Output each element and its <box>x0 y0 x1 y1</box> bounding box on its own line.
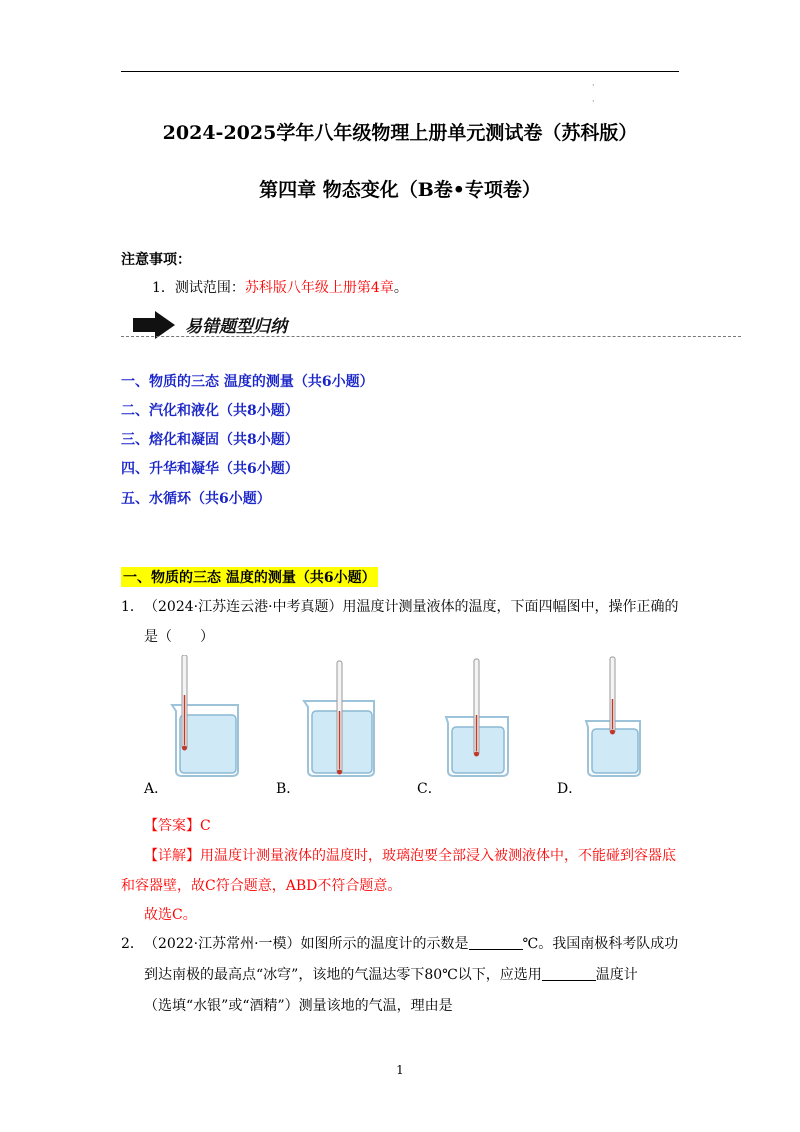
question-1-answer <box>144 815 211 835</box>
question-2-number: 2． <box>121 936 144 952</box>
question-2-line-2 <box>144 965 638 985</box>
detail-label: 【详解】 <box>144 848 200 864</box>
arrow-right-icon <box>133 311 175 339</box>
toc-item-2[interactable]: 二、汽化和液化（共8小题） <box>121 403 299 419</box>
option-d-label: D． <box>557 781 583 797</box>
beaker-figure-c <box>442 655 514 779</box>
question-2-line-1 <box>144 934 678 954</box>
question-1-line-1: （2024·江苏连云港·中考真题）用温度计测量液体的温度，下面四幅图中，操作正确的 <box>144 599 679 615</box>
detail-text-1: 用温度计测量液体的温度时，玻璃泡要全部浸入被测液体中，不能碰到容器底 <box>200 848 676 864</box>
answer-blank-1[interactable] <box>469 935 523 950</box>
question-2-line-1-a: （2022·江苏常州·一模）如图所示的温度计的示数是 <box>144 936 469 952</box>
note-item-1-scope: 苏科版八年级上册第4章 <box>244 280 394 296</box>
toc-item-1[interactable]: 一、物质的三态 温度的测量（共6小题） <box>121 374 374 390</box>
question-2-line-3: （选填“水银”或“酒精”）测量该地的气温，理由是 <box>144 998 453 1014</box>
banner-title: 易错题型归纳 <box>185 317 287 337</box>
page-subtitle: 第四章 物态变化（B卷•专项卷） <box>259 179 541 201</box>
header-rule <box>121 71 679 72</box>
answer-value: C <box>200 818 211 834</box>
question-2-line-1-b: ℃。我国南极科考队成功 <box>522 936 679 952</box>
toc-item-4[interactable]: 四、升华和凝华（共6小题） <box>121 461 299 477</box>
page-number: 1 <box>396 1063 404 1077</box>
question-1-number: 1． <box>121 599 144 615</box>
question-2-line-2-a: 到达南极的最高点“冰穹”，该地的气温达零下80℃以下，应选用 <box>144 967 542 983</box>
answer-label: 【答案】 <box>144 818 200 834</box>
option-a-label: A． <box>144 781 169 797</box>
notes-heading: 注意事项： <box>121 252 191 268</box>
note-item-1-suffix: 。 <box>393 280 408 296</box>
beaker-figure-d <box>584 655 644 779</box>
toc-item-5[interactable]: 五、水循环（共6小题） <box>121 491 271 507</box>
beaker-figure-a <box>168 655 244 779</box>
beaker-figure-b <box>300 655 380 779</box>
section-banner <box>121 308 741 344</box>
page-title: 2024-2025学年八年级物理上册单元测试卷（苏科版） <box>162 122 638 144</box>
option-b-label: B． <box>276 781 301 797</box>
question-1-detail-line-1 <box>144 845 676 865</box>
banner-divider <box>121 336 741 337</box>
note-item-1 <box>152 277 408 297</box>
option-c-label: C． <box>417 781 442 797</box>
question-1-detail-line-2: 和容器壁，故C符合题意，ABD不符合题意。 <box>121 878 402 894</box>
answer-blank-2[interactable] <box>542 966 596 981</box>
question-1-line-2: 是（ ） <box>144 629 214 645</box>
toc-item-3[interactable]: 三、熔化和凝固（共8小题） <box>121 432 299 448</box>
question-1-conclusion: 故选C。 <box>144 907 197 923</box>
question-2-line-2-b: 温度计 <box>595 967 638 983</box>
section-1-heading: 一、物质的三态 温度的测量（共6小题） <box>121 567 378 587</box>
header-mark: · · <box>592 81 595 106</box>
note-item-1-prefix: 1．测试范围： <box>152 280 245 296</box>
